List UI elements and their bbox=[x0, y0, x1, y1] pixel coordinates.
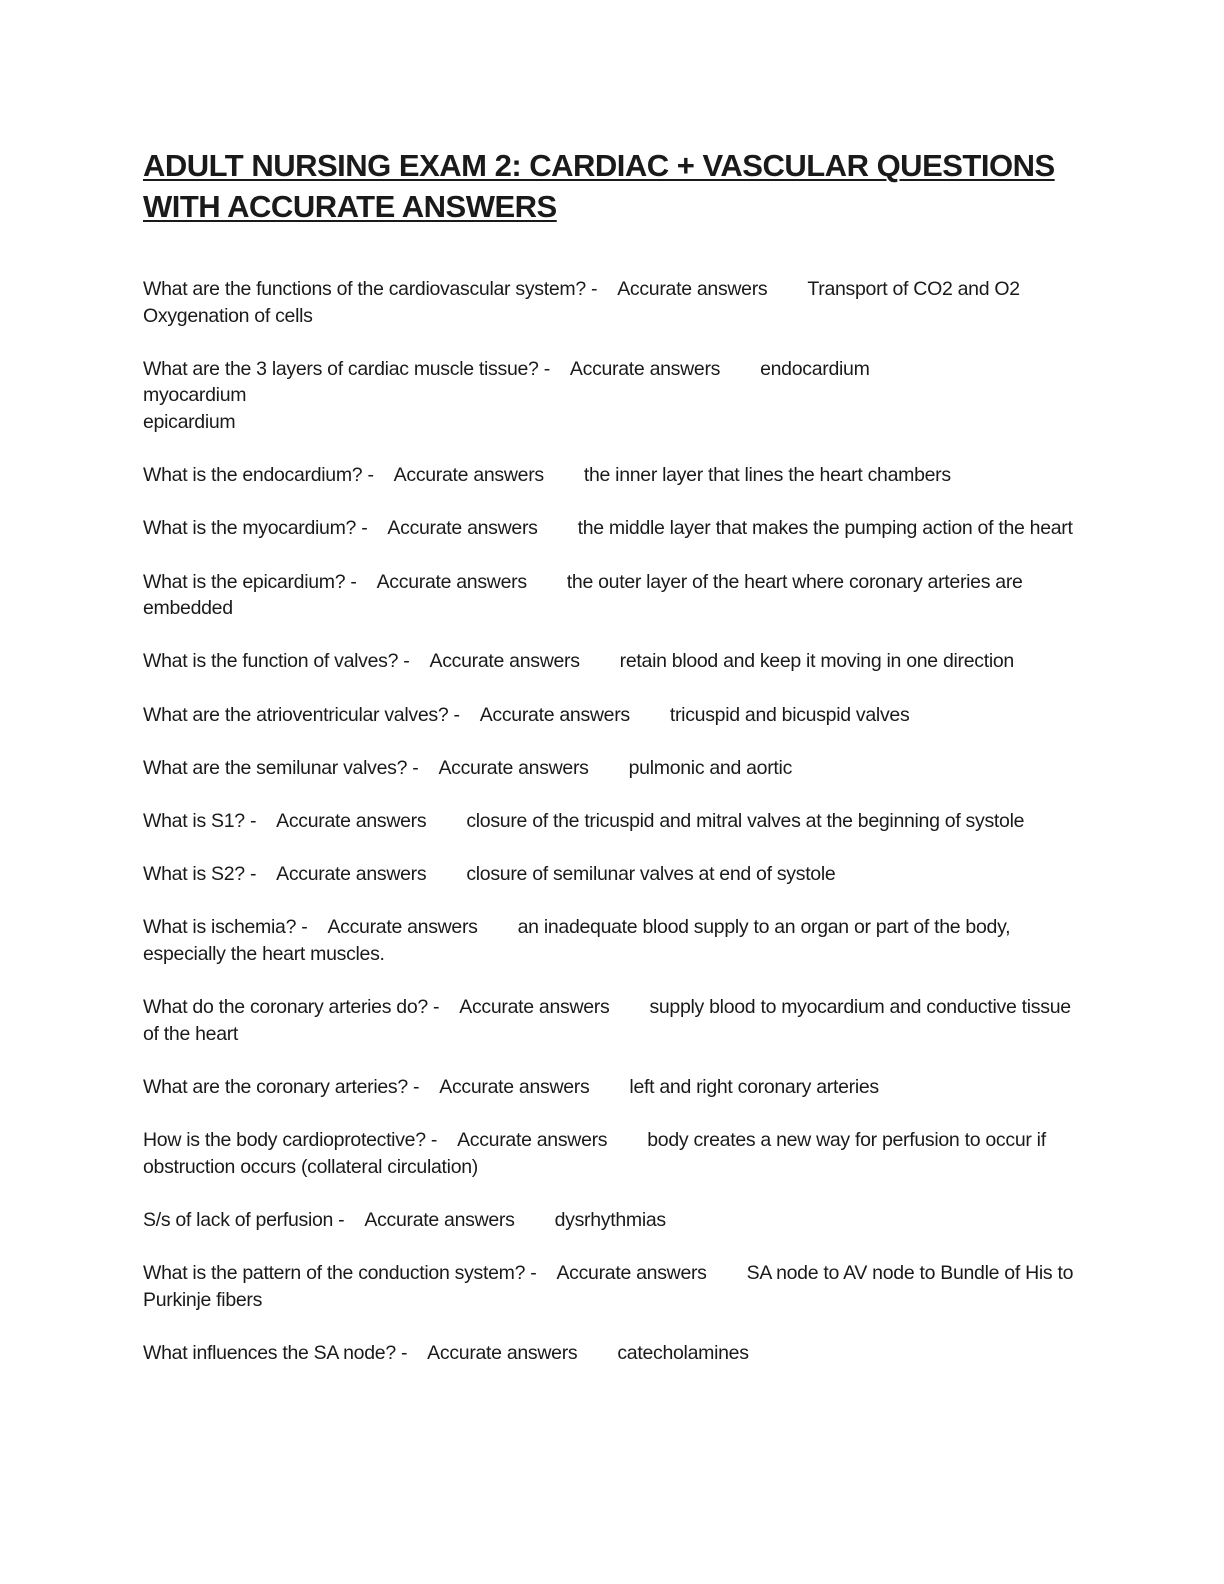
answer-label: Accurate answers bbox=[429, 650, 580, 673]
answer-label: Accurate answers bbox=[439, 1075, 590, 1098]
qa-item bbox=[143, 861, 1083, 888]
answer-text: the inner layer that lines the heart chambers bbox=[583, 464, 951, 487]
answer-text: catecholamines bbox=[617, 1341, 749, 1364]
qa-item bbox=[143, 755, 1083, 782]
qa-item bbox=[143, 994, 1083, 1047]
question-text: What are the atrioventricular valves? - bbox=[143, 703, 460, 726]
answer-label: Accurate answers bbox=[479, 703, 630, 726]
answer-label: Accurate answers bbox=[459, 996, 610, 1019]
qa-list bbox=[143, 276, 1083, 1366]
answer-text: Transport of CO2 and O2 Oxygenation of cells bbox=[143, 278, 1020, 327]
qa-item bbox=[143, 1074, 1083, 1101]
answer-text: dysrhythmias bbox=[554, 1208, 666, 1231]
answer-label: Accurate answers bbox=[393, 464, 544, 487]
qa-item bbox=[143, 648, 1083, 675]
answer-text: supply blood to myocardium and conductive tissue of the heart bbox=[143, 996, 1071, 1045]
answer-label: Accurate answers bbox=[387, 517, 538, 540]
answer-label: Accurate answers bbox=[617, 278, 768, 300]
answer-text: closure of semilunar valves at end of systole bbox=[466, 863, 836, 886]
question-text: S/s of lack of perfusion - bbox=[143, 1208, 345, 1231]
answer-text: the outer layer of the heart where coronary arteries are embedded bbox=[143, 570, 1023, 620]
question-text: What is S1? - bbox=[143, 809, 257, 832]
answer-text: closure of the tricuspid and mitral valves at the beginning of systole bbox=[466, 809, 1025, 832]
question-text: What is S2? - bbox=[143, 863, 257, 886]
answer-label: Accurate answers bbox=[276, 863, 427, 886]
question-text: What are the semilunar valves? - bbox=[143, 756, 419, 779]
question-text: What is the epicardium? - bbox=[143, 570, 357, 593]
document-page bbox=[143, 145, 1083, 1393]
answer-text: retain blood and keep it moving in one direction bbox=[619, 650, 1014, 673]
qa-item bbox=[143, 515, 1083, 542]
question-text: How is the body cardioprotective? - bbox=[143, 1129, 438, 1151]
answer-text: endocardium myocardium epicardium bbox=[143, 357, 870, 433]
answer-text: SA node to AV node to Bundle of His to Purkinje fibers bbox=[143, 1261, 1074, 1311]
qa-item bbox=[143, 276, 1083, 329]
answer-text: pulmonic and aortic bbox=[628, 756, 793, 779]
answer-label: Accurate answers bbox=[327, 916, 478, 939]
answer-text: left and right coronary arteries bbox=[629, 1075, 879, 1098]
question-text: What are the 3 layers of cardiac muscle tissue? - bbox=[143, 357, 550, 380]
question-text: What is the pattern of the conduction system? - bbox=[143, 1261, 537, 1284]
answer-label: Accurate answers bbox=[569, 357, 721, 380]
qa-item bbox=[143, 914, 1083, 967]
answer-label: Accurate answers bbox=[457, 1129, 608, 1151]
qa-item bbox=[143, 356, 1083, 436]
answer-label: Accurate answers bbox=[556, 1261, 707, 1284]
question-text: What is the myocardium? - bbox=[143, 517, 368, 540]
answer-text: the middle layer that makes the pumping action of the heart bbox=[577, 517, 1073, 540]
answer-label: Accurate answers bbox=[364, 1208, 515, 1231]
answer-text: tricuspid and bicuspid valves bbox=[669, 703, 910, 726]
question-text: What is the endocardium? - bbox=[143, 464, 374, 487]
question-text: What is ischemia? - bbox=[143, 916, 308, 939]
answer-text: an inadequate blood supply to an organ or part of the body, especially the heart muscles. bbox=[143, 916, 1011, 965]
qa-item bbox=[143, 702, 1083, 729]
question-text: What are the coronary arteries? - bbox=[143, 1075, 420, 1098]
answer-label: Accurate answers bbox=[427, 1341, 578, 1364]
question-text: What is the function of valves? - bbox=[143, 650, 410, 673]
answer-label: Accurate answers bbox=[438, 756, 589, 779]
qa-item bbox=[143, 462, 1083, 489]
qa-item bbox=[143, 569, 1083, 622]
answer-label: Accurate answers bbox=[276, 809, 427, 832]
question-text: What do the coronary arteries do? - bbox=[143, 996, 440, 1019]
qa-item bbox=[143, 1207, 1083, 1234]
answer-label: Accurate answers bbox=[376, 570, 527, 593]
qa-item bbox=[143, 808, 1083, 835]
qa-item bbox=[143, 1127, 1083, 1180]
qa-item bbox=[143, 1260, 1083, 1313]
qa-item bbox=[143, 1340, 1083, 1367]
document-title: ADULT NURSING EXAM 2: CARDIAC + VASCULAR QUESTIONS WITH ACCURATE ANSWERS bbox=[143, 148, 1055, 224]
answer-text: body creates a new way for perfusion to occur if obstruction occurs (collateral circulation) bbox=[143, 1129, 1046, 1178]
question-text: What are the functions of the cardiovascular system? - bbox=[143, 278, 598, 300]
question-text: What influences the SA node? - bbox=[143, 1341, 408, 1364]
